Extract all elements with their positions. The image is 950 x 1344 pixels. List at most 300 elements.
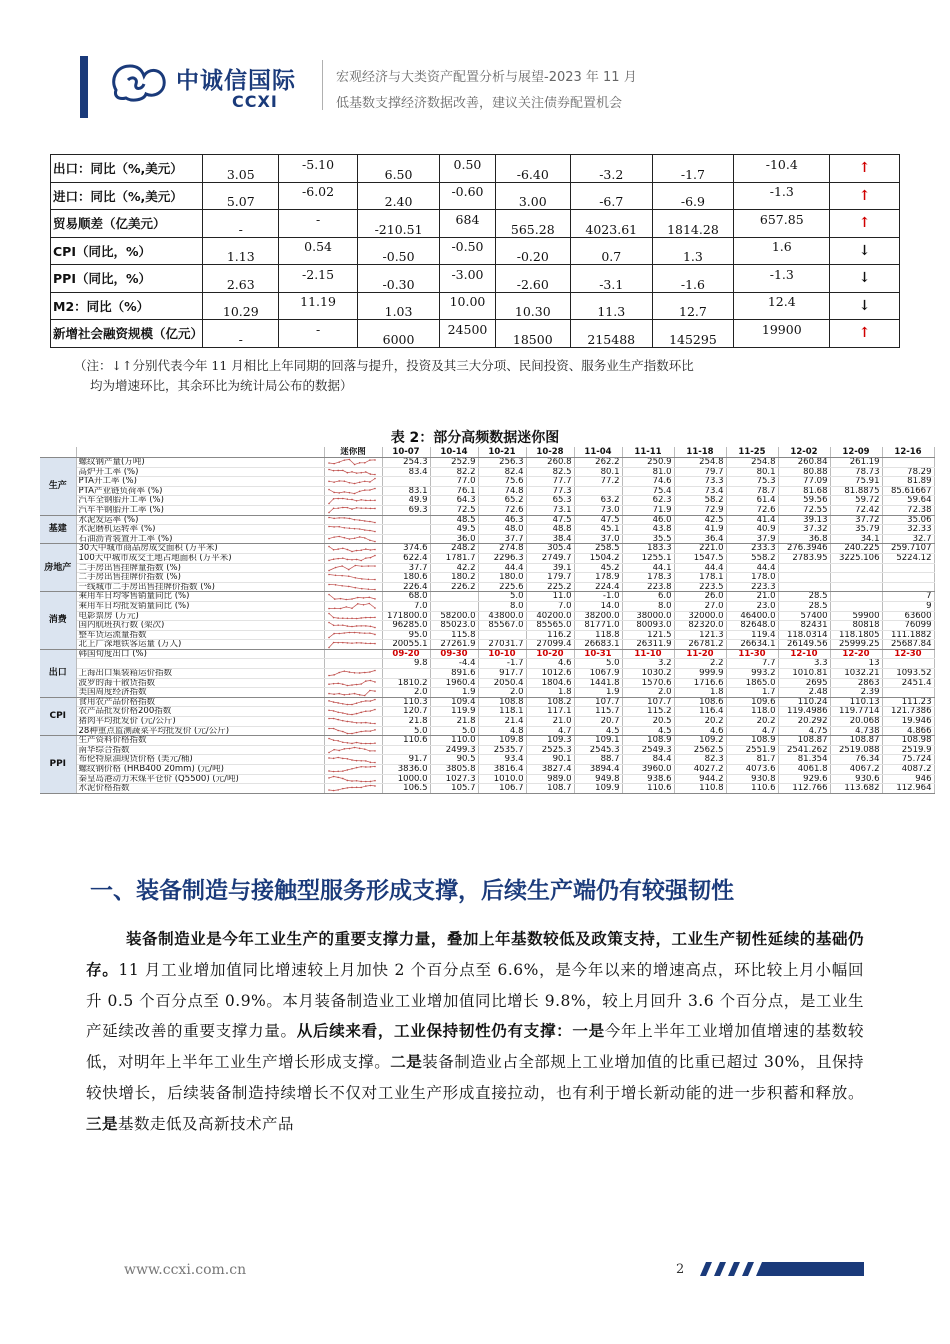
sparkline-point [358, 748, 360, 750]
data-cell: 930.6 [830, 774, 882, 784]
bold-lead-2: 从后续来看，工业保持韧性仍有支撑：一是 [296, 1022, 605, 1041]
header-divider [322, 60, 323, 110]
sparkline-point [346, 758, 348, 760]
sparkline-point [333, 527, 335, 529]
data-cell: 115.8 [430, 630, 478, 640]
sparkline-point [328, 683, 330, 685]
data-cell: 72.6 [478, 505, 526, 515]
data-cell: 2.0 [478, 688, 526, 698]
sparkline-point [374, 780, 376, 782]
down-arrow-icon: ↓ [830, 237, 900, 265]
sparkline-point [343, 632, 345, 634]
sparkline-point [345, 606, 347, 608]
header-blank [40, 447, 76, 458]
data-cell: 46.3 [478, 515, 526, 525]
sparkline-cell [324, 726, 382, 736]
data-cell: 108.8 [478, 697, 526, 707]
sparkline-point [360, 642, 362, 644]
sparkline-point [369, 766, 371, 768]
sparkline-point [365, 766, 367, 768]
sparkline-point [341, 575, 343, 577]
data-cell: 77.7 [526, 477, 574, 487]
value-text: 6.50 [384, 166, 413, 182]
table2-title: 表 2：部分高频数据迷你图 [390, 430, 560, 446]
data-cell: 41.4 [726, 515, 778, 525]
sparkline-point [332, 559, 334, 561]
sparkline-point [351, 498, 353, 500]
data-cell [830, 563, 882, 573]
sparkline-point [337, 470, 339, 472]
sparkline-point [328, 790, 330, 792]
sparkline-point [369, 473, 371, 475]
sparkline-point [367, 588, 369, 590]
data-cell: 36.8 [778, 534, 830, 544]
data-cell: 35.5 [622, 534, 674, 544]
sparkline-point [332, 710, 334, 712]
sparkline-point [363, 520, 365, 522]
data-cell: 917.7 [478, 669, 526, 679]
sparkline-point [374, 522, 376, 524]
value-text: 0.50 [453, 156, 482, 172]
table2-row [40, 640, 934, 650]
sparkline-point [353, 632, 355, 634]
sparkline-point [365, 786, 367, 788]
sparkline-point [353, 519, 355, 521]
sparkline-point [355, 684, 357, 686]
sparkline-point [338, 462, 340, 464]
value-text: -0.30 [382, 276, 415, 292]
sparkline-point [346, 733, 348, 735]
value-text: 11.3 [597, 304, 626, 320]
data-cell: 305.4 [526, 544, 574, 554]
table2-row [40, 458, 934, 468]
data-cell: 1.7 [726, 688, 778, 698]
sparkline-point [333, 633, 335, 635]
sparkline-cell [324, 745, 382, 755]
data-cell: 44.4 [478, 563, 526, 573]
cell-value [440, 237, 495, 265]
sparkline-point [337, 548, 339, 550]
data-cell: 36.4 [674, 534, 726, 544]
cell-value [570, 292, 652, 320]
data-cell: 1804.6 [526, 678, 574, 688]
data-cell: 108.2 [526, 697, 574, 707]
value-text: 24500 [447, 321, 488, 337]
data-cell: 1032.21 [830, 669, 882, 679]
bold-lead-1: 装备制造业是今年工业生产的重要支撑力量，叠加上年基数较低及政策支持，工业生产韧性延续的基础仍存。 [86, 930, 864, 979]
cell-value [357, 155, 440, 183]
data-cell: 117.1 [526, 707, 574, 717]
sparkline-point [348, 672, 350, 674]
sparkline-point [358, 519, 360, 521]
data-cell: 276.3946 [778, 544, 830, 554]
data-cell: 23.0 [726, 601, 778, 611]
data-cell: 224.4 [574, 582, 622, 592]
sparkline-point [337, 558, 339, 560]
sparkline-point [369, 489, 371, 491]
data-cell: 20.2 [674, 717, 726, 727]
data-cell: 37.32 [778, 525, 830, 535]
sparkline-point [332, 776, 334, 778]
data-cell: 180.6 [382, 573, 430, 583]
data-cell: 69.3 [382, 505, 430, 515]
value-text: 10.30 [514, 304, 551, 320]
cell-value [652, 265, 734, 293]
indicator-label: 水泥价格指数 [76, 784, 324, 794]
sparkline-point [355, 703, 357, 705]
data-cell [382, 515, 430, 525]
table2-row [40, 717, 934, 727]
sparkline-point [342, 757, 344, 759]
sparkline-point [332, 757, 334, 759]
sparkline-point [348, 492, 350, 494]
data-cell: 45.1 [574, 525, 622, 535]
sparkline-point [328, 728, 330, 730]
sparkline-point [343, 481, 345, 483]
data-cell: 118.1 [478, 707, 526, 717]
indicator-label: 上海出口集装箱运价指数 [76, 669, 324, 679]
sparkline-point [374, 708, 376, 710]
sparkline-cell [324, 477, 382, 487]
sparkline-chart [325, 458, 379, 466]
sparkline-point [348, 528, 350, 530]
indicator-label: 布伦特原油现货价格 (美元/桶) [76, 755, 324, 765]
sparkline-point [365, 558, 367, 560]
sparkline-point [369, 482, 371, 484]
sparkline-line [329, 479, 375, 484]
data-cell: 946 [882, 774, 934, 784]
sparkline-point [348, 693, 350, 695]
data-cell: 115.7 [574, 707, 622, 717]
indicator-label: 100大中城市成交土地占地面积 (万平米) [76, 553, 324, 563]
data-cell: 40.9 [726, 525, 778, 535]
sparkline-point [328, 512, 330, 514]
sparkline-chart [325, 554, 379, 562]
data-cell: 999.9 [674, 669, 726, 679]
data-cell: 4.7 [526, 726, 574, 736]
data-cell: 622.4 [382, 553, 430, 563]
data-cell [382, 525, 430, 535]
data-cell: 72.9 [674, 505, 726, 515]
sparkline-point [353, 538, 355, 540]
sparkline-point [351, 617, 353, 619]
indicator-label: PTA开工率 (%) [76, 477, 324, 487]
indicator-label: 汽车半钢胎开工率 (%) [76, 505, 324, 515]
data-cell: 90.1 [526, 755, 574, 765]
sparkline-point [374, 761, 376, 763]
sparkline-point [342, 731, 344, 733]
table2-row [40, 659, 934, 669]
row-label: PPI（同比，%） [51, 265, 203, 293]
sparkline-point [328, 612, 330, 614]
data-cell: 46.0 [622, 515, 674, 525]
data-cell: 110.3 [382, 697, 430, 707]
cell-value [734, 237, 830, 265]
sparkline-point [337, 719, 339, 721]
sparkline-point [369, 557, 371, 559]
sparkline-point [369, 626, 371, 628]
date-header: 12-09 [830, 447, 882, 458]
sparkline-chart [325, 506, 379, 514]
indicator-label: 美国周度经济指数 [76, 688, 324, 698]
sparkline-point [351, 509, 353, 511]
sparkline-point [332, 508, 334, 510]
data-cell: 72.5 [430, 505, 478, 515]
sparkline-line [329, 748, 375, 753]
sparkline-point [353, 528, 355, 530]
sparkline-point [328, 526, 330, 528]
sparkline-point [365, 710, 367, 712]
sparkline-point [374, 565, 376, 567]
sparkline-point [369, 781, 371, 783]
table1-row [51, 237, 900, 265]
data-cell: 4.738 [830, 726, 882, 736]
sparkline-point [369, 549, 371, 551]
text-3: 装备制造业占全部规上工业增加值的比重已超过 30%，且保持较快增长，后续装备制造持续增长不仅对工业生产形成直接拉动，也有利于增长新动能的进一步积蓄和释放。 [86, 1053, 864, 1102]
data-cell [830, 573, 882, 583]
sparkline-point [341, 565, 343, 567]
sparkline-point [365, 781, 367, 783]
data-cell: -1.0 [574, 592, 622, 602]
sparkline-point [355, 549, 357, 551]
sparkline-point [363, 481, 365, 483]
data-cell [882, 573, 934, 583]
sparkline-point [342, 507, 344, 509]
data-cell: 82.4 [478, 467, 526, 477]
data-cell: 9.8 [382, 659, 430, 669]
sparkline-point [334, 584, 336, 586]
cell-value [652, 292, 734, 320]
data-cell: 11-10 [622, 649, 674, 659]
sparkline-point [332, 641, 334, 643]
sparkline-point [374, 589, 376, 591]
data-cell: 1067.9 [574, 669, 622, 679]
value-text: - [238, 331, 243, 347]
value-text: -1.3 [769, 184, 794, 200]
data-cell: 81.0 [622, 467, 674, 477]
data-cell: 73.3 [674, 477, 726, 487]
sparkline-point [355, 559, 357, 561]
data-cell: 77.3 [526, 486, 574, 496]
sparkline-cell [324, 640, 382, 650]
sparkline-point [338, 750, 340, 752]
sparkline-point [328, 545, 330, 547]
data-cell: 121.5 [622, 630, 674, 640]
data-cell: 21.0 [726, 592, 778, 602]
data-cell: 254.8 [726, 458, 778, 468]
value-text: -3.1 [599, 276, 624, 292]
data-cell: 178.0 [726, 573, 778, 583]
data-cell: 58200.0 [430, 611, 478, 621]
sparkline-point [337, 711, 339, 713]
sparkline-point [374, 634, 376, 636]
sparkline-chart [325, 717, 379, 725]
sparkline-point [369, 499, 371, 501]
cell-value [570, 182, 652, 210]
table2-row [40, 726, 934, 736]
sparkline-point [342, 720, 344, 722]
data-cell: 26781.2 [674, 640, 726, 650]
logo-chinese-name: 中诚信国际 [176, 68, 296, 94]
sparkline-point [351, 608, 353, 610]
sparkline-point [351, 642, 353, 644]
data-cell: 4087.2 [882, 765, 934, 775]
data-cell: 107.7 [622, 697, 674, 707]
sparkline-point [360, 472, 362, 474]
data-cell: 43.8 [622, 525, 674, 535]
data-cell: 43800.0 [478, 611, 526, 621]
sparkline-point [365, 508, 367, 510]
sparkline-point [328, 469, 330, 471]
sparkline-chart [325, 698, 379, 706]
data-cell [778, 573, 830, 583]
sparkline-chart [325, 468, 379, 476]
data-cell: 116.2 [526, 630, 574, 640]
cell-value [279, 182, 357, 210]
sparkline-point [328, 777, 330, 779]
data-cell: 107.7 [574, 697, 622, 707]
sparkline-point [365, 548, 367, 550]
sparkline-point [328, 675, 330, 677]
sparkline-point [360, 722, 362, 724]
sparkline-point [351, 704, 353, 706]
sparkline-point [337, 776, 339, 778]
sparkline-chart [325, 737, 379, 745]
date-header: 11-11 [622, 447, 674, 458]
sparkline-point [369, 742, 371, 744]
sparkline-point [343, 671, 345, 673]
data-cell: 7.0 [382, 601, 430, 611]
sparkline-point [328, 574, 330, 576]
data-cell: 929.6 [778, 774, 830, 784]
data-cell: 2.48 [778, 688, 830, 698]
sparkline-point [347, 586, 349, 588]
sparkline-cell [324, 755, 382, 765]
cell-value [495, 210, 570, 238]
cell-value [652, 155, 734, 183]
value-text: -5.10 [302, 156, 335, 172]
data-cell: 8.0 [478, 601, 526, 611]
sparkline-point [337, 683, 339, 685]
row-label: 进口：同比（%,美元） [51, 182, 203, 210]
cell-value [734, 265, 830, 293]
sparkline-point [339, 608, 341, 610]
date-header: 11-18 [674, 447, 726, 458]
data-cell [830, 601, 882, 611]
table2-row [40, 525, 934, 535]
date-header: 11-04 [574, 447, 622, 458]
sparkline-point [328, 538, 330, 540]
data-cell: 111.1882 [882, 630, 934, 640]
data-cell: 109.6 [726, 697, 778, 707]
indicator-label: PTA产业链负荷率 (%) [76, 486, 324, 496]
sparkline-point [346, 769, 348, 771]
sparkline-point [374, 627, 376, 629]
sparkline-point [337, 625, 339, 627]
sparkline-point [355, 780, 357, 782]
data-cell: 108.87 [830, 736, 882, 746]
data-cell: 77.09 [778, 477, 830, 487]
indicator-label: 生产资料价格指数 [76, 736, 324, 746]
sparkline-point [328, 517, 330, 519]
data-cell [574, 486, 622, 496]
sparkline-cell [324, 765, 382, 775]
sparkline-point [338, 481, 340, 483]
table2-row [40, 621, 934, 631]
sparkline-point [355, 472, 357, 474]
data-cell: 179.7 [526, 573, 574, 583]
data-cell: 110.24 [778, 697, 830, 707]
cell-value [440, 265, 495, 293]
report-title: 宏观经济与大类资产配置分析与展望-2023 年 11 月 [336, 70, 637, 85]
data-cell: -1.7 [478, 659, 526, 669]
data-cell: 36.0 [430, 534, 478, 544]
data-cell: 38.4 [526, 534, 574, 544]
sparkline-cell [324, 458, 382, 468]
sparkline-point [328, 700, 330, 702]
data-cell: 119.4986 [778, 707, 830, 717]
sparkline-cell [324, 611, 382, 621]
data-cell: 96285.0 [382, 621, 430, 631]
data-cell: 20.068 [830, 717, 882, 727]
data-cell: 3827.4 [526, 765, 574, 775]
sparkline-point [332, 625, 334, 627]
data-cell: 59900 [830, 611, 882, 621]
sparkline-chart [325, 765, 379, 773]
section-heading: 一、装备制造与接触型服务形成支撑，后续生产端仍有较强韧性 [90, 878, 734, 904]
table2-row [40, 467, 934, 477]
sparkline-chart [325, 487, 379, 495]
row-label: M2：同比（%） [51, 292, 203, 320]
sparkline-point [369, 689, 371, 691]
data-cell: 118.1805 [830, 630, 882, 640]
data-cell: 34.1 [830, 534, 882, 544]
data-cell: 09-30 [430, 649, 478, 659]
data-cell: 45.2 [574, 563, 622, 573]
data-cell: 225.2 [526, 582, 574, 592]
sparkline-point [355, 767, 357, 769]
sparkline-point [358, 482, 360, 484]
sparkline-point [369, 540, 371, 542]
sparkline-point [355, 642, 357, 644]
value-text: -210.51 [374, 221, 423, 237]
data-cell: 8.0 [622, 601, 674, 611]
data-cell: 11-30 [726, 649, 778, 659]
sparkline-point [337, 702, 339, 704]
sparkline-point [334, 567, 336, 569]
sparkline-point [363, 462, 365, 464]
value-text: 2.40 [384, 194, 413, 210]
sparkline-point [374, 478, 376, 480]
table2-header-row [40, 447, 934, 458]
data-cell: 48.5 [430, 515, 478, 525]
data-cell: 49.9 [382, 496, 430, 506]
sparkline-point [346, 721, 348, 723]
data-cell: 5.0 [478, 592, 526, 602]
page-number: 2 [676, 1262, 685, 1277]
value-text: 1.03 [384, 304, 413, 320]
data-cell: 85.61667 [882, 486, 934, 496]
sparkline-point [360, 701, 362, 703]
data-cell: 1255.1 [622, 553, 674, 563]
sparkline-point [338, 692, 340, 694]
data-cell: 374.6 [382, 544, 430, 554]
sparkline-chart [325, 477, 379, 485]
data-cell: 21.8 [382, 717, 430, 727]
data-cell: 32.33 [882, 525, 934, 535]
row-label: CPI（同比，%） [51, 237, 203, 265]
sparkline-point [348, 482, 350, 484]
